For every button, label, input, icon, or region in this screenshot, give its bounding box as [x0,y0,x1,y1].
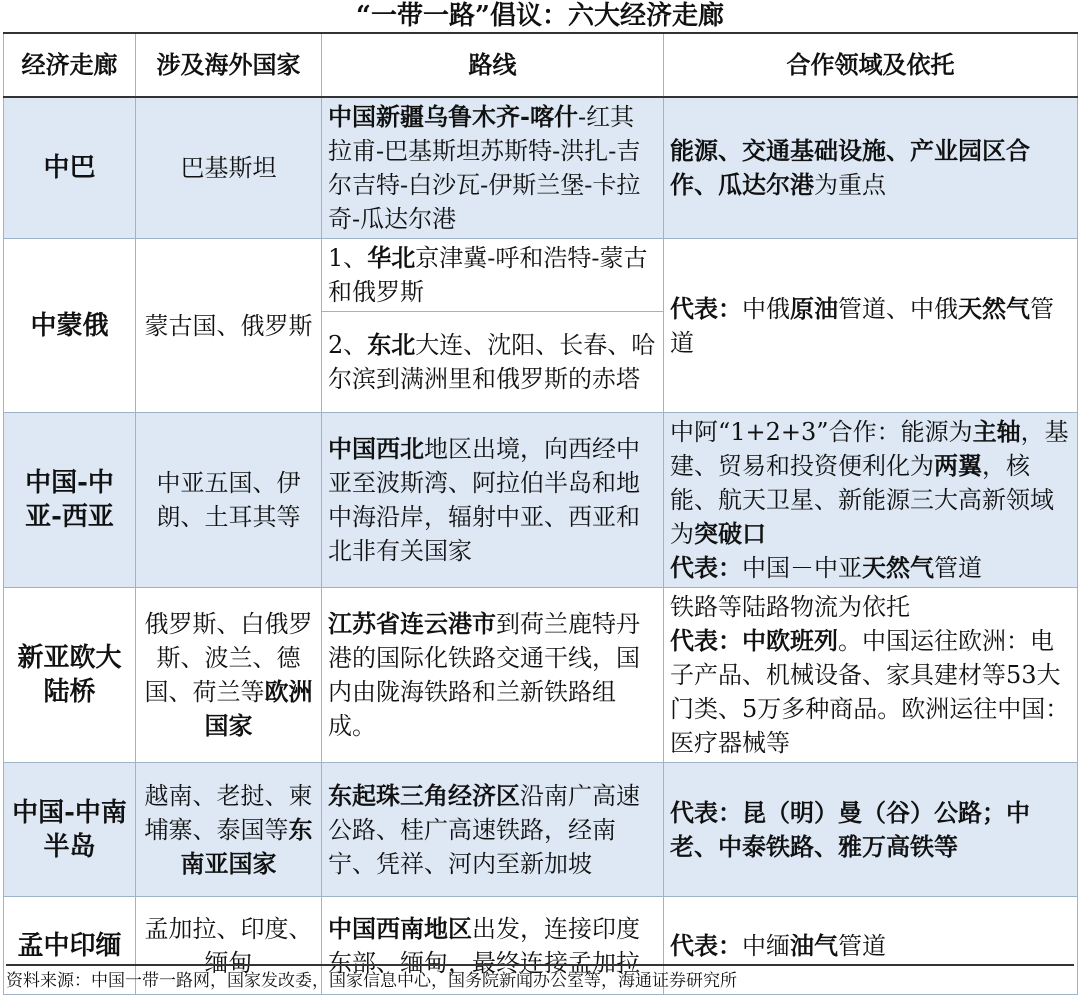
route-cell [322,763,664,897]
coop-text: 为重点 [814,171,886,199]
countries-text: 越南、老挝、柬埔寨、泰国等 [144,781,313,844]
coop-highlight: 原油 [790,293,838,323]
route-text: 地区出境，向西经中亚至波斯湾、阿拉伯半岛和地中海沿岸，辐射中亚、西亚和北非有关国家 [328,435,640,565]
countries-cell: 孟加拉、印度、缅甸 [136,897,322,995]
header-countries: 涉及海外国家 [136,33,322,97]
cooperation-cell [664,588,1078,763]
route-text: 到荷兰鹿特丹港的国际化铁路交通干线，国内由陇海铁路和兰新铁路组成。 [328,610,640,740]
table-row [4,97,1078,239]
coop-text: 管道 [934,554,982,582]
route-highlight: 东起珠三角经济区 [328,780,520,810]
cooperation-cell [664,413,1078,588]
coop-text: 中阿“1+2+3”合作：能源为 [670,418,973,446]
cooperation-cell [664,97,1078,239]
coop-highlight: 天然气 [862,553,934,582]
countries-cell: 中亚五国、伊朗、土耳其等 [136,413,322,588]
route-text: -红其拉甫-巴基斯坦苏斯特-洪扎-吉尔吉特-白沙瓦-伊斯兰堡-卡拉奇-瓜达尔港 [328,103,641,233]
coop-text: 。中国运往欧洲：电子产品、机械设备、家具建材等53大门类、5万多种商品。欧洲运往中国：医疗器械等 [670,627,1070,757]
coop-representative [670,551,1071,585]
countries-cell: 蒙古国、俄罗斯 [136,239,322,413]
route-num: 2、 [328,331,368,359]
corridor-cell: 新亚欧大陆桥 [4,588,136,763]
corridor-cell: 中巴 [4,97,136,239]
corridor-cell: 中蒙俄 [4,239,136,413]
countries-highlight: 东南亚国家 [180,814,313,878]
cooperation-cell [664,239,1078,413]
page-title: “一带一路”倡议：六大经济走廊 [356,1,724,31]
table-row [4,413,1078,588]
coop-highlight: 天然气 [958,293,1030,323]
route-num: 1、 [328,244,368,272]
coop-text: 铁路等陆路物流为依托 [670,593,910,621]
table-row [4,763,1078,897]
route-text: 京津冀-呼和浩特-蒙古和俄罗斯 [328,244,648,306]
coop-text: ，核能、航天卫星、新能源三大高新领域为 [670,452,1054,548]
route-cell [322,413,664,588]
coop-text: ，基建、贸易和投资便利化为 [670,418,1069,480]
coop-text: 管道 [670,294,1054,357]
corridor-cell: 孟中印缅 [4,897,136,995]
header-cooperation: 合作领域及依托 [664,33,1078,97]
countries-cell: 巴基斯坦 [136,97,322,239]
route-text: 沿南广高速公路、桂广高速铁路，经南宁、凭祥、河内至新加坡 [328,781,640,878]
route-text: 出发，连接印度东部、缅甸，最终连接孟加拉 [328,914,640,977]
coop-highlight: 代表： [670,553,742,582]
route-cell-b [322,312,664,413]
table-row [4,588,1078,763]
route-highlight: 华北 [367,243,416,272]
corridor-table [3,32,1078,995]
coop-text: 管道 [838,931,886,960]
coop-highlight: 代表： [670,293,742,323]
coop-highlight: 两翼 [934,451,982,480]
route-highlight: 中国西南地区 [328,913,472,943]
coop-highlight: 代表： [670,930,742,960]
coop-text: 中俄 [742,294,790,323]
countries-text: 俄罗斯、白俄罗斯、波兰、德国、荷兰等 [144,610,313,706]
cooperation-cell [664,763,1078,897]
table-row [4,239,1078,312]
coop-text: 中国－中亚 [742,554,862,582]
route-text: 大连、沈阳、长春、哈尔滨到满洲里和俄罗斯的赤塔 [328,331,656,393]
coop-text: 中缅 [742,931,790,960]
coop-highlight: 代表：昆（明）曼（谷）公路；中老、中泰铁路、雅万高铁等 [670,797,1030,861]
coop-highlight: 油气 [790,930,838,960]
coop-highlight: 能源、交通基础设施、产业园区合作、瓜达尔港 [670,136,1030,199]
route-highlight: 东北 [367,330,416,359]
route-cell [322,588,664,763]
route-highlight: 中国新疆乌鲁木齐-喀什 [328,102,578,131]
coop-highlight: 主轴 [972,417,1021,446]
corridor-cell: 中国-中亚-西亚 [4,413,136,588]
source-note: 资料来源：中国一带一路网，国家发改委，国家信息中心，国务院新闻办公室等，海通证券研究所 [6,964,1074,996]
table-header-row [4,33,1078,97]
route-cell-a [322,239,664,312]
countries-cell [136,588,322,763]
route-highlight: 江苏省连云港市 [328,609,496,638]
header-corridor: 经济走廊 [4,33,136,97]
corridor-cell: 中国-中南半岛 [4,763,136,897]
countries-highlight: 欧洲国家 [204,677,313,740]
route-highlight: 中国西北 [328,434,424,463]
coop-text: 管道、中俄 [838,294,958,323]
route-cell [322,97,664,239]
header-route: 路线 [322,33,664,97]
coop-highlight: 代表：中欧班列 [670,626,838,655]
coop-highlight: 突破口 [694,519,766,548]
countries-cell [136,763,322,897]
